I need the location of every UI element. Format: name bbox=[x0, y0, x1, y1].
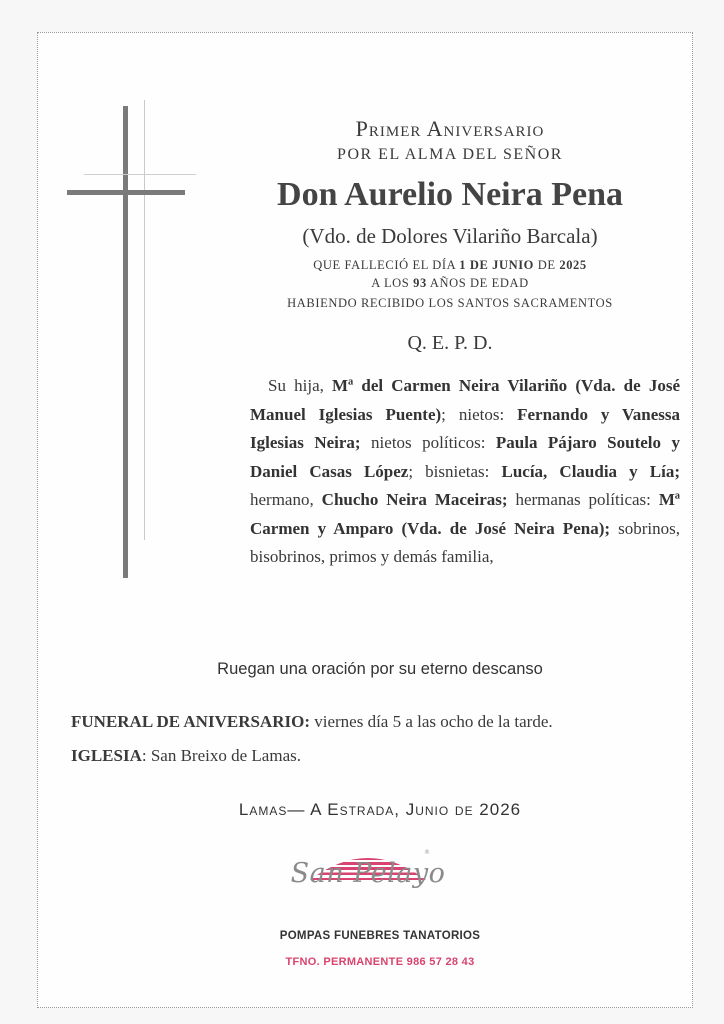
funeral-line: FUNERAL DE ANIVERSARIO: viernes día 5 a las ocho de la tarde. bbox=[71, 712, 553, 731]
anniversary-heading: Primer Aniversario bbox=[355, 116, 545, 141]
svg-text:®: ® bbox=[424, 849, 430, 856]
death-date-line: QUE FALLECIÓ EL DÍA 1 DE JUNIO DE 2025 bbox=[313, 258, 587, 272]
company-name: POMPAS FUNEBRES TANATORIOS bbox=[279, 930, 481, 942]
qepd: Q. E. P. D. bbox=[407, 332, 493, 354]
company-phone: TFNO. PERMANENTE 986 57 28 43 bbox=[285, 956, 475, 968]
family-paragraph: Su hija, Mª del Carmen Neira Vilariño (Vda. de José Manuel Iglesias Puente); nietos: Fernando y Vanessa Iglesias Neira; nietos políticos: Paula Pájaro Soutelo y Daniel Casas López; bisnietas: Lucía, Claudia y Lía; hermano, Chucho Neira Maceiras; hermanas políticas: Mª Carmen y Amparo (Vda. de José Neira Pena); sobrinos, bisobrinos, primos y demás familia, bbox=[250, 376, 681, 566]
cross-shadow-vertical bbox=[144, 100, 145, 540]
deceased-name: Don Aurelio Neira Pena bbox=[277, 176, 623, 213]
cross-bar bbox=[67, 190, 185, 195]
place-date: Lamas— A Estrada, Junio de 2026 bbox=[238, 800, 522, 819]
church-line: IGLESIA: San Breixo de Lamas. bbox=[71, 746, 301, 765]
cross-shadow-horizontal bbox=[84, 174, 196, 175]
cross-icon bbox=[123, 106, 128, 578]
subheading: POR EL ALMA DEL SEÑOR bbox=[337, 146, 563, 163]
company-logo-text: San Pelayo bbox=[290, 858, 446, 889]
age-line: A LOS 93 AÑOS DE EDAD bbox=[371, 276, 529, 290]
sacraments-line: HABIENDO RECIBIDO LOS SANTOS SACRAMENTOS bbox=[287, 296, 613, 310]
widow-of: (Vdo. de Dolores Vilariño Barcala) bbox=[302, 224, 598, 248]
prayer-request: Ruegan una oración por su eterno descanso bbox=[217, 660, 543, 678]
